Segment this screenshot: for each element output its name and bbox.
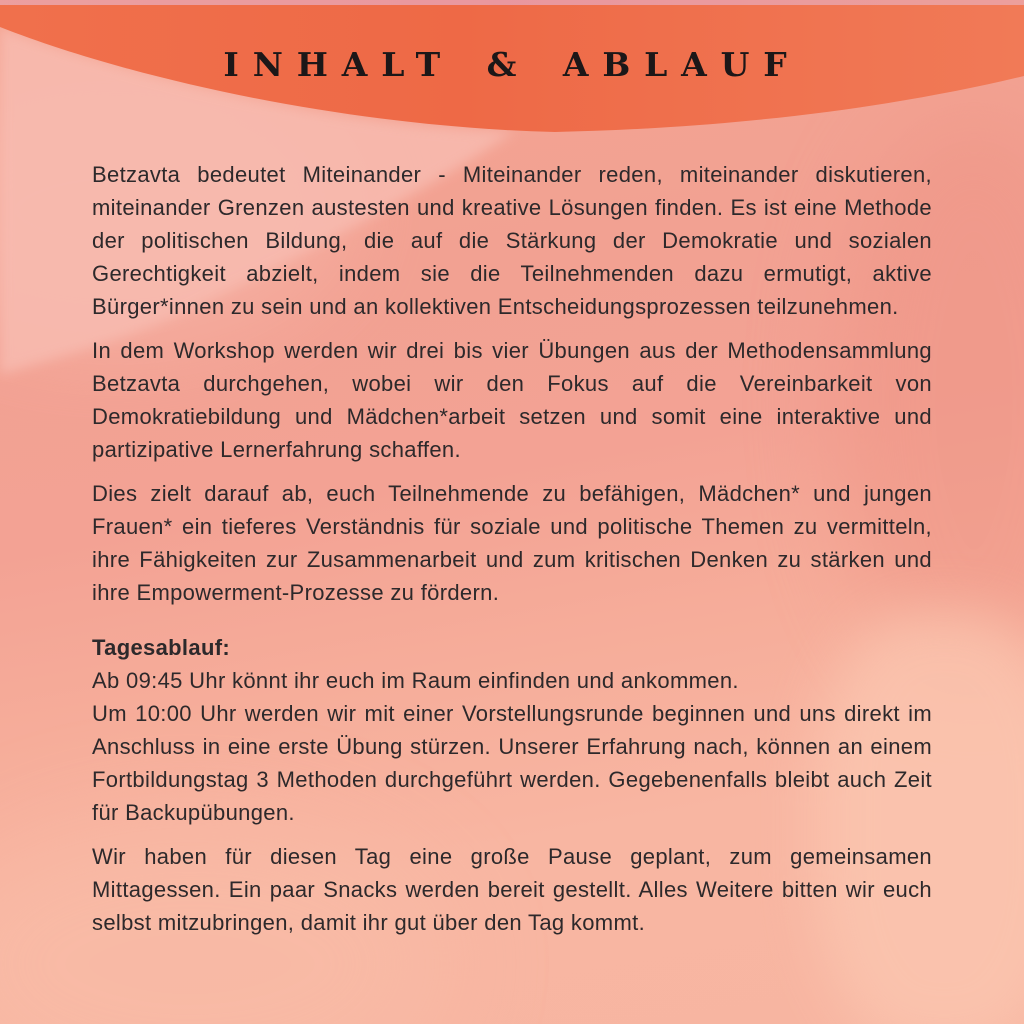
page-title: INHALT & ABLAUF [223, 45, 801, 84]
schedule-line-arrival: Ab 09:45 Uhr könnt ihr euch im Raum einfinden und ankommen. [92, 668, 739, 693]
closing-paragraph: Wir haben für diesen Tag eine große Pause geplant, zum gemeinsamen Mittagessen. Ein paar Snacks werden bereit gestellt. Alles Weitere bitten wir euch selbst mitzubringen, damit ihr gut über den Tag kommt. [92, 844, 932, 935]
intro-paragraph-1: Betzavta bedeutet Miteinander - Miteinander reden, miteinander diskutieren, miteinander Grenzen austesten und kreative Lösungen finden. Es ist eine Methode der politischen Bildung, die auf die Stärkung der Demokratie und sozialen Gerechtigkeit abzielt, indem sie die Teilnehmenden dazu ermutigt, aktive Bürger*innen zu sein und an kollektiven Entscheidungsprozessen teilzunehmen. [92, 162, 932, 319]
intro-paragraph-3: Dies zielt darauf ab, euch Teilnehmende zu befähigen, Mädchen* und jungen Frauen* ein tieferes Verständnis für soziale und politische Themen zu vermitteln, ihre Fähigkeiten zur Zusammenarbeit und zum kritischen Denken zu stärken und ihre Empowerment-Prozesse zu fördern. [92, 481, 932, 605]
schedule-block [92, 631, 932, 829]
top-edge-strip [0, 0, 1024, 5]
schedule-line-program: Um 10:00 Uhr werden wir mit einer Vorstellungsrunde beginnen und uns direkt im Anschluss in eine erste Übung stürzen. Unserer Erfahrung nach, können an einem Fortbildungstag 3 Methoden durchgeführt werden. Gegebenenfalls bleibt auch Zeit für Backupübungen. [92, 701, 932, 825]
intro-paragraph-2: In dem Workshop werden wir drei bis vier Übungen aus der Methodensammlung Betzavta durchgehen, wobei wir den Fokus auf die Vereinbarkeit von Demokratiebildung und Mädchen*arbeit setzen und somit eine interaktive und partizipative Lernerfahrung schaffen. [92, 338, 932, 462]
schedule-heading: Tagesablauf: [92, 635, 231, 660]
body-content [92, 158, 932, 950]
